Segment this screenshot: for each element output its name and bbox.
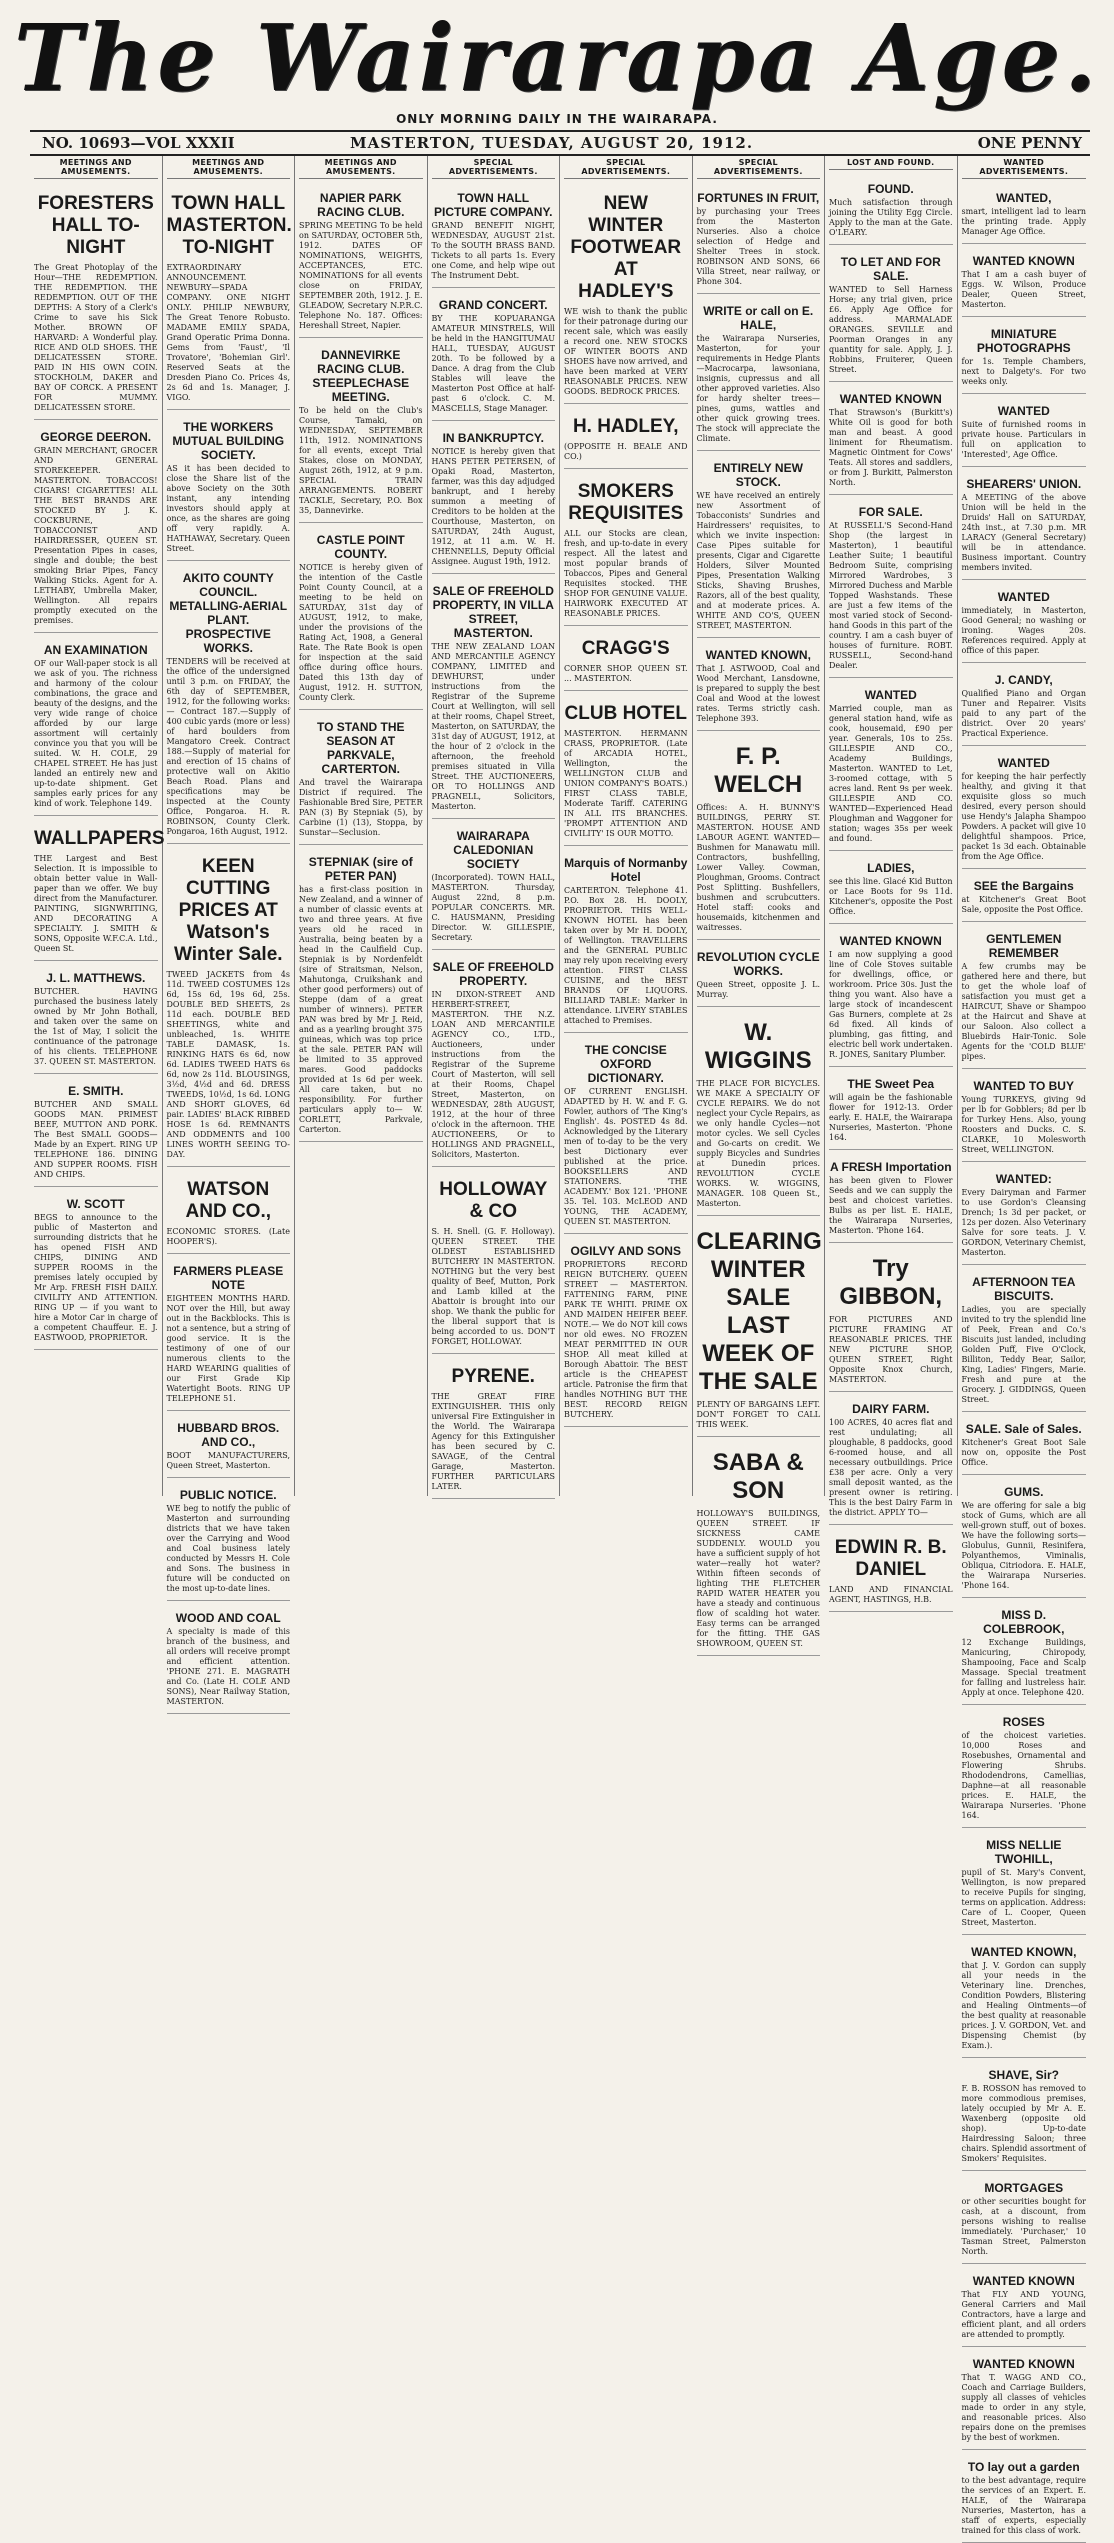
- ad-heading: ENTIRELY NEW STOCK.: [713, 461, 803, 489]
- ad-body: WE have received an entirely new Assortment of Tobacconists' Sundries and Hairdressers' requisites, to which we invite inspection: Case Pipes suitable for presents, Cigar and Cigarette Holders, Silver Mounted Pipes, Presentation Walking Sticks, Shaving Brushes, Razors, all of the best quality, and at moderate prices. A. WHITE AND CO'S, QUEEN STREET, MASTERTON.: [696, 491, 820, 630]
- ad-body: To be held on the Club's Course, Tamaki, on WEDNESDAY, SEPTEMBER 11th, 1912. NOMINATIONS for all events, except Trial Stakes, close on MONDAY, August 26th, 1912, at 9 p.m. SPECIAL TRAIN ARRANGEMENTS. ROBERT TACKLE, Secretary, P.O. Box 35, Dannevirke.: [299, 406, 423, 515]
- ad-heading: F. P. WELCH: [714, 743, 803, 798]
- advertisement: [432, 1358, 556, 1499]
- ad-body: Suite of furnished rooms in private house. Particulars in full on application to 'Interested', Age Office.: [961, 420, 1086, 459]
- ad-body: PLENTY OF BARGAINS LEFT. DON'T FORGET TO CALL THIS WEEK.: [696, 1400, 820, 1429]
- advertisement: [962, 926, 1087, 1069]
- ad-heading: NAPIER PARK RACING CLUB.: [317, 191, 405, 219]
- ad-body: that J. V. Gordon can supply all your needs in the Veterinary line. Drenches, Condition Powders, Blistering and Healing Ointments—of the best quality at reasonable prices. J. V. GORDON, Vet. and Dispensing Chemist (by Exam.).: [961, 1961, 1086, 2050]
- advertisement: [962, 2454, 1087, 2543]
- column: [30, 156, 163, 1496]
- ad-body: Queen Street, opposite J. L. Murray.: [696, 980, 820, 999]
- column-header: SPECIAL ADVERTISEMENTS.: [432, 156, 556, 179]
- advertisement: [829, 1529, 953, 1612]
- ad-heading: WANTED TO BUY: [973, 1079, 1074, 1093]
- ad-heading: TOWN HALL MASTERTON. TO-NIGHT: [166, 193, 292, 258]
- ad-body: SPRING MEETING To be held on SATURDAY, OCTOBER 5th, 1912. DATES OF NOMINATIONS, WEIGHTS, ACCEPTANCES, ETC. NOMINATIONS for all events close on FRIDAY, SEPTEMBER 20th, 1912. J. E. GLEADOW, Secretary N.P.R.C. Telephone No. 187. Offices: Hereshall Street, Napier.: [299, 221, 423, 330]
- ad-heading: DANNEVIRKE RACING CLUB. STEEPLECHASE MEETING.: [312, 348, 410, 404]
- ad-heading: MORTGAGES: [984, 2181, 1064, 2195]
- ad-heading: W. WIGGINS: [704, 1019, 812, 1074]
- ad-heading: TO LET AND FOR SALE.: [840, 255, 941, 283]
- columns: [30, 156, 1090, 2535]
- ad-body: CORNER SHOP. QUEEN ST. ... MASTERTON.: [564, 664, 688, 683]
- ad-heading: EDWIN R. B. DANIEL: [834, 1537, 947, 1580]
- ad-body: And travel the Wairarapa District if required. The Fashionable Bred Sire, PETER PAN (3) By Stepniak (5), by Carbine (1) (13), Stoppa, by Sunstar—Seclusion.: [299, 778, 423, 837]
- advertisement: [962, 1166, 1087, 1265]
- ad-heading: WOOD AND COAL: [175, 1611, 281, 1625]
- advertisement: [829, 855, 953, 924]
- ad-body: S. H. Snell. (G. F. Holloway). QUEEN STREET. THE OLDEST ESTABLISHED BUTCHERY IN MASTERTON. NOTHING but the very best quality of Beef, Mutton, Pork and Lamb killed at the Abattoir is brought into our shop. We thank the public for the liberal support that is being accorded to us. DON'T FORGET, HOLLOWAY.: [431, 1227, 555, 1346]
- dateline-bar: [30, 130, 1090, 156]
- ad-heading: AFTERNOON TEA BISCUITS.: [972, 1275, 1076, 1303]
- ad-heading: TO lay out a garden: [967, 2460, 1080, 2474]
- ad-body: has been given to Flower Seeds and we can supply the best and choicest varieties. Bulbs as per list. E. HALE, the Wairarapa Nurseries, Masterton. 'Phone 164.: [829, 1176, 953, 1235]
- ad-body: Every Dairyman and Farmer to use Gordon's Cleansing Drench; 1s 3d per packet, or 12s per dozen. Also Veterinary Salve for sore teats. J. V. GORDON, Veterinary Chemist, Masterton.: [961, 1188, 1086, 1257]
- advertisement: [34, 424, 158, 633]
- advertisement: [829, 1396, 953, 1525]
- ad-body: The Great Photoplay of the Hour—THE REDEMPTION. THE REDEMPTION. THE REDEMPTION. OUT OF THE DEPTHS: A Story of a Clerk's Crime to save his Sick Mother. BROWN OF HARVARD: A Wonderful play. RICE AND OLD SHOES. THE DELICATESSEN STORE. PAID IN HIS OWN COIN. STOCKHOLM, DAKER and BAY OF CORCK. A PRESENT FOR MUMMY. DELICATESSEN STORE.: [34, 263, 158, 412]
- ad-body: the Wairarapa Nurseries, Masterton, for your requirements in Hedge Plants—Macrocarpa, lawsoniana, insignis, cupressus and all other approved varieties. Also for hardy shelter trees—pines, gums, wattles and other quick growing trees. The stock will appreciate the Climate.: [696, 334, 820, 443]
- advertisement: [962, 398, 1087, 467]
- ad-heading: W. SCOTT: [66, 1197, 125, 1211]
- ad-body: WANTED to Sell Harness Horse; any trial given, price £6. Apply Age Office for address. MARMALADE ORANGES. SEVILLE and Poorman Oranges in any quantity for sale. Apply, J. J. Robbins, Fruiterer, Queen Street.: [829, 285, 953, 374]
- advertisement: [432, 425, 556, 574]
- ad-heading: MISS NELLIE TWOHILL,: [986, 1838, 1062, 1866]
- ad-body: That FLY AND YOUNG, General Carriers and Mail Contractors, have a large and efficient plant, and all orders are attended to promptly.: [961, 2290, 1086, 2339]
- column: [560, 156, 693, 1496]
- ad-heading: FARMERS PLEASE NOTE: [173, 1264, 284, 1292]
- advertisement: [962, 750, 1087, 869]
- column: [825, 156, 958, 1604]
- ad-body: BUTCHER. HAVING purchased the business lately owned by Mr John Bothall, and taken over the same on the 1st of May, I solicit the continuance of the patronage of his clients. TELEPHONE 37. QUEEN ST. MASTERTON.: [34, 987, 158, 1066]
- advertisement: [167, 848, 291, 1167]
- issue-price: ONE PENNY: [977, 134, 1082, 152]
- ad-body: or other securities bought for cash, at a discount, from persons wishing to realise immediately. 'Purchaser,' 10 Tasman Street, Palmerston North.: [961, 2197, 1086, 2256]
- ad-body: THE PLACE FOR BICYCLES. WE MAKE A SPECIALTY OF CYCLE REPAIRS. We do not neglect your Cycle Repairs, as we only handle Cycles—not motor cycles. We sell Cycles and Go-carts on credit. We supply Bicycles and Sundries at Dunedin prices. REVOLUTION CYCLE WORKS. W. WIGGINS, MANAGER. 108 Queen St., Masterton.: [696, 1079, 820, 1208]
- ad-heading: SALE. Sale of Sales.: [965, 1422, 1082, 1436]
- advertisement: [564, 408, 688, 469]
- advertisement: [829, 682, 953, 851]
- advertisement: [34, 820, 165, 961]
- column-header: WANTED ADVERTISEMENTS.: [962, 156, 1087, 179]
- ad-body: PROPRIETORS RECORD REIGN BUTCHERY. QUEEN STREET — MASTERTON. FATTENING FARM, PINE PARK TE WHITI. PRIME OX AND MAIDEN HEIFER BEEF. NOTE.— We do NOT kill cows nor old ewes. NO FROZEN MEAT PERMITTED IN OUR SHOP. All meat killed at Borough Abattoir. The BEST article is the CHEAPEST article. Patronise the firm that handles NOTHING BUT THE BEST. RECORD REIGN BUTCHERY.: [564, 1260, 688, 1419]
- ad-body: Married couple, man as general station hand, wife as cook, housemaid, £90 per year. Generals, 10s to 25s. GILLESPIE AND CO., Academy Buildings, Masterton. WANTED to Let, 3-roomed cottage, with 5 acres land. Rent 9s per week. GILLESPIE AND CO. WANTED—Experienced Head Ploughman and Waggoner for station; wages 35s per week and found.: [829, 704, 953, 843]
- ad-body: THE Largest and Best Selection. It is impossible to obtain better value in Wall-paper than we offer. We buy direct from the Manufacturer. PAINTING, SIGNWRITING, AND DECORATING A SPECIALTY. J. SMITH & SONS, Opposite W.F.C.A. Ltd., Queen St.: [34, 854, 158, 953]
- ad-heading: FOR SALE.: [858, 505, 923, 519]
- ad-body: (Incorporated). TOWN HALL, MASTERTON. Thursday, August 22nd, 8 p.m. POPULAR CONCERTS. MR. C. HAUSMANN, Presiding Director. W. GILLESPIE, Secretary.: [431, 873, 555, 942]
- ad-heading: J. CANDY,: [994, 673, 1053, 687]
- ad-body: EIGHTEEN MONTHS HARD. NOT over the Hill, but away out in the Backblocks. This is not a sentence, but a string of good service. It is the testimony of one of our numerous clients to the HARD WEARING qualities of our First Grade Kip Watertight Boots. RING UP TELEPHONE 51.: [166, 1294, 290, 1403]
- ad-heading: WATSON AND CO.,: [185, 1179, 271, 1222]
- advertisement: [432, 823, 556, 950]
- advertisement: [697, 944, 821, 1007]
- advertisement: [167, 565, 291, 844]
- ad-heading: CLEARING WINTER SALE LAST WEEK OF THE SALE: [696, 1228, 822, 1395]
- advertisement: [564, 473, 688, 626]
- ad-body: A specialty is made of this branch of the business, and all orders will receive prompt and efficient attention. 'PHONE 271. E. MAGRATH and Co. (Late H. COLE AND SONS), Near Railway Station, MASTERTON.: [166, 1627, 290, 1706]
- ad-heading: GUMS.: [1004, 1485, 1044, 1499]
- ad-body: That T. WAGG AND CO., Coach and Carriage Builders, supply all classes of vehicles made to order in any style, and reasonable prices. Also repairs done on the premises by the best of workmen.: [961, 2373, 1086, 2442]
- advertisement: [299, 849, 423, 1142]
- advertisement: [962, 1416, 1087, 1475]
- ad-body: At RUSSELL'S Second-Hand Shop (the largest in Masterton), 1 beautiful Leather Suite; 1 beautiful Bedroom Suite, comprising Mirrored Wardrobes, 3 Mirrored Duchess and Marble Topped Washstands. These are just a few items of the most varied stock of Second-hand Goods in this part of the country. I am a cash buyer of houses of furniture. ROBT. RUSSELL, Second-hand Dealer.: [829, 521, 953, 670]
- advertisement: [432, 292, 556, 421]
- advertisement: [432, 1171, 556, 1354]
- ad-heading: WRITE or call on E. HALE,: [703, 304, 814, 332]
- ad-body: for keeping the hair perfectly healthy, and giving it that exquisite gloss so much desired, every person should use Hendy's Jalapha Shampoo Powders. A packet will give 10 delightful shampoos. Price, packet 1s 3d each. Obtainable from the Age Office.: [961, 772, 1086, 861]
- column-header: LOST AND FOUND.: [829, 156, 953, 170]
- ad-heading: WANTED KNOWN: [972, 2274, 1075, 2288]
- ad-body: for 1s. Temple Chambers, next to Dalgety's. For two weeks only.: [961, 357, 1086, 386]
- ad-body: at Kitchener's Great Boot Sale, opposite the Post Office.: [961, 895, 1086, 914]
- ad-body: has a first-class position in New Zealand, and a winner of a number of classic events at two and three years. At five years old he raced in Australia, being beaten by a head in the Caulfield Cup. Stepniak is by Nordenfeldt (sire of Straitsman, Nelson, Mahutonga, Cruikshank and other good performers) out of Steppe (dam of a great number of winners). PETER PAN was bred by Mr J. Reid, and as a yearling brought 375 guineas, which was top price at the sale. PETER PAN will be limited to 35 approved mares. Good paddocks provided at 1s 6d per week. All care taken, but no responsibility. For further particulars apply to— W. CORLETT, Parkvale, Carterton.: [299, 885, 423, 1134]
- ad-body: (OPPOSITE H. BEALE AND CO.): [564, 442, 688, 461]
- advertisement: [167, 414, 291, 561]
- advertisement: [697, 735, 821, 940]
- advertisement: [962, 321, 1087, 394]
- ad-heading: CLUB HOTEL: [564, 703, 687, 724]
- ad-heading: GEORGE DEERON.: [40, 430, 152, 444]
- advertisement: [432, 185, 556, 288]
- ad-heading: HOLLOWAY & CO: [439, 1179, 548, 1222]
- advertisement: [962, 1939, 1087, 2058]
- advertisement: [829, 1071, 953, 1150]
- ad-heading: HUBBARD BROS. AND CO.,: [177, 1421, 280, 1449]
- ad-heading: SHAVE, Sir?: [988, 2068, 1059, 2082]
- ad-heading: E. SMITH.: [68, 1084, 124, 1098]
- ad-body: TENDERS will be received at the office of the undersigned until 3 p.m. on FRIDAY, the 6th day of SEPTEMBER, 1912, for the following works:— Contract 187.—Supply of 400 cubic yards (more or less) of hard boulders from Mangatoro Creek. Contract 188.—Supply of material for and erection of 15 chains of protective wall on Akitio Beach Road. Plans and specifications may be inspected at the County Office, Pongaroa. H. R. ROBINSON, County Clerk. Pongaroa, 16th August, 1912.: [166, 657, 290, 836]
- advertisement: [432, 954, 556, 1167]
- advertisement: [962, 2351, 1087, 2450]
- advertisement: [962, 1832, 1087, 1935]
- ad-body: by purchasing your Trees from the Masterton Nurseries. Also a choice selection of Hedge and Shelter Trees in stock. ROBINSON AND SONS, 66 Villa Street, near railway, or Phone 304.: [696, 207, 820, 286]
- advertisement: [962, 2268, 1087, 2347]
- ad-heading: FORESTERS HALL TO-NIGHT: [37, 193, 154, 258]
- ad-heading: KEEN CUTTING PRICES AT Watson's Winter Sale.: [173, 856, 283, 965]
- ad-heading: CASTLE POINT COUNTY.: [316, 533, 405, 561]
- ad-heading: THE CONCISE OXFORD DICTIONARY.: [584, 1043, 667, 1085]
- advertisement: [299, 714, 423, 845]
- advertisement: [299, 527, 423, 710]
- ad-heading: WANTED,: [996, 191, 1052, 205]
- ad-heading: H. HADLEY,: [572, 416, 679, 437]
- ad-heading: SALE OF FREEHOLD PROPERTY, IN VILLA STREET, MASTERTON.: [432, 584, 554, 640]
- ad-heading: WANTED: [997, 590, 1050, 604]
- ad-body: pupil of St. Mary's Convent, Wellington, is now prepared to receive Pupils for singing, terms on application. Address: Care of L. Cooper, Queen Street, Masterton.: [961, 1868, 1086, 1927]
- ad-heading: FOUND.: [867, 182, 914, 196]
- ad-heading: WANTED KNOWN,: [971, 1945, 1077, 1959]
- ad-body: see this line. Glacé Kid Button or Lace Boots for 9s 11d. Kitchener's, opposite the Post Office.: [829, 877, 953, 916]
- column-header: SPECIAL ADVERTISEMENTS.: [697, 156, 821, 179]
- ad-heading: WALLPAPERS: [34, 828, 165, 849]
- advertisement: [962, 667, 1087, 746]
- ad-heading: CRAGG'S: [581, 638, 670, 659]
- ad-body: CARTERTON. Telephone 41. P.O. Box 28. H. DOOLY, PROPRIETOR. THIS WELL-KNOWN HOTEL has been taken over by Mr H. DOOLY, of Wellington. TRAVELLERS and the GENERAL PUBLIC may rely upon receiving every attention. FIRST CLASS CUISINE, and the BEST BRANDS OF LIQUORS. BILLIARD TABLE: Marker in attendance. LIVERY STABLES attached to Premises.: [564, 886, 688, 1025]
- ad-heading: AKITO COUNTY COUNCIL. METALLING-AERIAL PLANT. PROSPECTIVE WORKS.: [169, 571, 288, 655]
- ad-heading: WANTED KNOWN: [972, 254, 1075, 268]
- ad-body: That I am a cash buyer of Eggs. W. Wilson, Produce Dealer, Queen Street, Masterton.: [961, 270, 1086, 309]
- advertisement: [962, 1269, 1087, 1412]
- ad-body: LAND AND FINANCIAL AGENT, HASTINGS, H.B.: [829, 1585, 953, 1604]
- ad-heading: SEE the Bargains: [973, 879, 1074, 893]
- advertisement: [34, 185, 158, 420]
- advertisement: [167, 1415, 291, 1478]
- advertisement: [564, 850, 688, 1033]
- advertisement: [962, 248, 1087, 317]
- advertisement: [697, 1220, 821, 1437]
- ad-body: immediately, in Masterton, Good General; no washing or ironing. Wages 20s. References required. Apply at office of this paper.: [961, 606, 1086, 655]
- ad-body: 12 Exchange Buildings, Manicuring, Chiropody, Shampooing, Face and Scalp Massage. Special treatment for falling and lustreless hair. Apply at once. Telephone 420.: [961, 1638, 1086, 1697]
- ad-body: will again be the fashionable flower for 1912-13. Order early. E. HALE, the Wairarapa Nurseries, Masterton. 'Phone 164.: [829, 1093, 953, 1142]
- advertisement: [829, 1247, 953, 1392]
- ad-heading: TO STAND THE SEASON AT PARKVALE, CARTERTON.: [316, 720, 405, 776]
- ad-heading: STEPNIAK (sire of PETER PAN): [308, 855, 413, 883]
- ad-heading: THE WORKERS MUTUAL BUILDING SOCIETY.: [172, 420, 285, 462]
- column: [163, 156, 296, 1706]
- ad-heading: WANTED KNOWN: [839, 392, 942, 406]
- advertisement: [697, 1011, 821, 1216]
- advertisement: [829, 249, 953, 382]
- advertisement: [34, 1191, 158, 1350]
- ad-body: AS it has been decided to close the Share list of the above Society on the 30th instant, any intending investors should apply at once, as the shares are going off very rapidly. A. HATHAWAY, Secretary. Queen Street.: [166, 464, 290, 553]
- column: [693, 156, 826, 1648]
- ad-body: THE NEW ZEALAND LOAN AND MERCANTILE AGENCY COMPANY, LIMITED and DEWHURST, under instructions from the Registrar of the Supreme Court at Wellington, will sell at their rooms, Chapel Street, Masterton, on SATURDAY, the 31st day of AUGUST, 1912, at the hour of 2 o'clock in the afternoon, the freehold premises situated in Villa Street. THE AUCTIONEERS, OR TO HOLLINGS AND PRAGNELL, Solicitors, Masterton.: [431, 642, 555, 811]
- advertisement: [697, 642, 821, 731]
- ad-body: Qualified Piano and Organ Tuner and Repairer. Visits paid to any part of the district. Over 20 years' Practical Experience.: [961, 689, 1086, 738]
- ad-body: GRAIN MERCHANT, GROCER AND GENERAL STOREKEEPER. MASTERTON. TOBACCOS! CIGARS! CIGARETTES! ALL THE BEST BRANDS ARE STOCKED BY J. K. COCKBURNE, TOBACCONIST AND HAIRDRESSER, QUEEN ST. Presentation Pipes in cases, single and double; the best smoking Briar Pipes, Fancy Walking Sticks. Agent for A. LETHABY, Umbrella Maker, Wellington. All repairs promptly executed on the premises.: [34, 446, 158, 625]
- ad-heading: GENTLEMEN REMEMBER: [986, 932, 1062, 960]
- ad-heading: WANTED KNOWN: [839, 934, 942, 948]
- advertisement: [564, 185, 688, 404]
- ad-heading: WANTED: [997, 756, 1050, 770]
- ad-heading: Try GIBBON,: [839, 1255, 943, 1310]
- ad-heading: WANTED:: [995, 1172, 1052, 1186]
- ad-body: ALL our Stocks are clean, fresh, and up-to-date in every respect. All the latest and most popular brands of Tobaccos, Pipes and General Requisites stocked. THE SHOP FOR GENUINE VALUE. HAIRWORK EXECUTED AT REASONABLE PRICES.: [564, 529, 688, 618]
- ad-heading: Marquis of Normanby Hotel: [564, 856, 688, 884]
- ad-body: Young TURKEYS, giving 9d per lb for Gobblers; 8d per lb for Turkey Hens. Also, young Roosters and Ducks. C. S. CLARKE, 10 Molesworth Street, WELLINGTON.: [961, 1095, 1086, 1154]
- ad-body: FOR PICTURES AND PICTURE FRAMING AT REASONABLE PRICES. THE NEW PICTURE SHOP, QUEEN STREET, Right Opposite Knox Church, MASTERTON.: [829, 1315, 953, 1384]
- advertisement: [962, 471, 1087, 580]
- ad-body: WE wish to thank the public for their patronage during our recent sale, which was easily a record one. NEW STOCKS OF WINTER BOOTS AND SHOES have now arrived, and have been marked at VERY REASONABLE PRICES. NEW GOODS. BEDROCK PRICES.: [564, 307, 688, 396]
- advertisement: [962, 1602, 1087, 1705]
- ad-heading: WAIRARAPA CALEDONIAN SOCIETY: [453, 829, 534, 871]
- ad-body: I am now supplying a good line of Cole Stoves suitable for dwellings, office, or workroom. Price 30s. Just the thing you want. Also have a large stock of incandescent Gas Burners, complete at 2s 6d fixed. All kinds of plumbing, gas fitting, and electric bell work undertaken. R. JONES, Sanitary Plumber.: [829, 950, 953, 1059]
- issue-number: NO. 10693—VOL XXXII: [42, 134, 235, 152]
- ad-heading: SHEARERS' UNION.: [966, 477, 1082, 491]
- ad-heading: THE Sweet Pea: [847, 1077, 935, 1091]
- ad-body: F. B. ROSSON has removed to more commodious premises, lately occupied by Mr A. E. Waxenberg (opposite old shop). Up-to-date Hairdressing Saloon; three chairs. Splendid assortment of Smokers' Requisites.: [961, 2084, 1086, 2163]
- ad-heading: WANTED KNOWN: [972, 2357, 1075, 2371]
- ad-body: GRAND BENEFIT NIGHT, WEDNESDAY, AUGUST 21st. To the SOUTH BRASS BAND. Tickets to all parts 1s. Every one Come, and help wipe out The Instrument Debt.: [431, 221, 555, 280]
- ad-body: NOTICE is hereby given of the intention of the Castle Point County Council, at a meeting to be held on SATURDAY, 31st day of AUGUST, 1912, to make, under the provisions of the Rating Act, 1908, a General Rate. The Rate Book is open for inspection at the said office during office hours. Dated this 13th day of August, 1912. H. SUTTON, County Clerk.: [299, 563, 423, 702]
- advertisement: [697, 455, 821, 638]
- advertisement: [962, 185, 1087, 244]
- ad-body: That Strawson's (Burkitt's) White Oil is good for both man and beast. A good liniment for Rheumatism. Magnetic Ointment for Cows' Teats. All stores and saddlers, or from J. Burkitt, Palmerston North.: [829, 408, 953, 487]
- advertisement: [962, 1479, 1087, 1598]
- advertisement: [34, 1078, 158, 1187]
- advertisement: [697, 298, 821, 451]
- ad-body: THE GREAT FIRE EXTINGUISHER. THIS only universal Fire Extinguisher in the World. The Wairarapa Agency for this Extinguisher has been secured by C. SAVAGE, of the Central Garage, Masterton. FURTHER PARTICULARS LATER.: [431, 1392, 555, 1491]
- ad-body: OF our Wall-paper stock is all we ask of you. The richness and harmony of the colour combinations, the grace and beauty of the designs, and the very wide range of choice afforded by our large assortment will certainly convince you that you will be suited. W. H. COLE, 29 CHAPEL STREET. He has just landed an entirely new and up-to-date shipment. Get samples early prices for any kind of work. Telephone 149.: [34, 659, 158, 808]
- ad-heading: LADIES,: [867, 861, 915, 875]
- ad-heading: TOWN HALL PICTURE COMPANY.: [434, 191, 553, 219]
- ad-heading: MINIATURE PHOTOGRAPHS: [976, 327, 1071, 355]
- ad-heading: SALE OF FREEHOLD PROPERTY.: [432, 960, 554, 988]
- advertisement: [167, 1482, 291, 1601]
- column-header: MEETINGS AND AMUSEMENTS.: [299, 156, 423, 179]
- advertisement: [299, 185, 423, 338]
- advertisement: [697, 185, 821, 294]
- advertisement: [829, 928, 953, 1067]
- ad-heading: PYRENE.: [451, 1366, 535, 1387]
- ad-body: IN DIXON-STREET AND HERBERT-STREET, MASTERTON. THE N.Z. LOAN AND MERCANTILE AGENCY CO., LTD., Auctioneers, under instructions from the Registrar of the Supreme Court of Masterton, will sell at their Rooms, Chapel Street, Masterton, on WEDNESDAY, 28th AUGUST, 1912, at the hour of three o'clock in the afternoon. THE AUCTIONEERS, Or to HOLLINGS AND PRAGNELL, Solicitors, Masterton.: [431, 990, 555, 1159]
- issue-date: MASTERTON, TUESDAY, AUGUST 20, 1912.: [350, 134, 754, 152]
- column-header: MEETINGS AND AMUSEMENTS.: [167, 156, 291, 179]
- ad-heading: SMOKERS REQUISITES: [568, 481, 684, 524]
- ad-body: OF CURRENT ENGLISH. ADAPTED by H. W. and F. G. Fowler, authors of 'The King's English'. 4s. POSTED 4s 8d. Acknowledged by the Literary men of to-day to be the very best Dictionary ever published at the price. BOOKSELLERS AND STATIONERS. 'THE ACADEMY.' Box 121. 'PHONE 35. Tel. 103. McLEOD AND YOUNG, THE ACADEMY, QUEEN ST. MASTERTON.: [564, 1087, 688, 1226]
- column: [295, 156, 428, 1496]
- ad-body: A few crumbs may be gathered here and there, but to get the whole loaf of satisfaction you must get a HAIRCUT, Shave or Shampoo at the Haircut and Shave at our Saloon. Also collect a Bluebirds Hair-Tonic. Sole Agents for the 'COLD BLUE' pipes.: [961, 962, 1086, 1061]
- column: [958, 156, 1091, 2535]
- advertisement: [829, 386, 953, 495]
- ad-body: Offices: A. H. BUNNY'S BUILDINGS, PERRY ST. MASTERTON. HOUSE AND LABOUR AGENT. WANTED— Bushmen for Manawatu mill. Contractors, bushfelling, Lower Valley. Cowman, Ploughman, Grooms. Contract Post Splitting. Bushfellers, bushmen and scrubcutters. Hotel staff: cooks and housemaids, kitchenmen and waitresses.: [696, 803, 820, 932]
- ad-body: That J. ASTWOOD, Coal and Wood Merchant, Lansdowne, is prepared to supply the best Coal and Wood at the lowest rates. Terms strictly cash. Telephone 393.: [696, 664, 820, 723]
- tagline: ONLY MORNING DAILY IN THE WAIRARAPA.: [396, 112, 718, 126]
- ad-heading: A FRESH Importation: [829, 1160, 952, 1174]
- ad-heading: J. L. MATTHEWS.: [46, 971, 146, 985]
- advertisement: [829, 176, 953, 245]
- ad-body: of the choicest varieties. 10,000 Roses and Rosebushes, Ornamental and Flowering Shrubs. Rhododendrons, Camellias, Daphne—at all reasonable prices. E. HALE, the Wairarapa Nurseries. 'Phone 164.: [961, 1731, 1086, 1820]
- ad-heading: IN BANKRUPTCY.: [442, 431, 544, 445]
- advertisement: [167, 1605, 291, 1714]
- advertisement: [962, 1073, 1087, 1162]
- advertisement: [564, 1238, 688, 1427]
- ad-body: TWEED JACKETS from 4s 11d. TWEED COSTUMES 12s 6d, 15s 6d, 19s 6d, 25s. DOUBLE BED SHEETS, 2s 11d each. DOUBLE BED SHEETINGS, white and unbleached, 1s. WHITE TABLE DAMASK, 1s. RINKING HATS 6s 6d, now 6d. LADIES TWEED HATS 6s 6d, now 2s 11d. BLOUSINGS, 3½d, 4½d and 6d. DRESS TWEEDS, 10½d, 1s 6d. LONG AND SHORT GLOVES, 6d pair. LADIES' BLACK RIBBED HOSE 1s 6d. REMNANTS AND ODDMENTS and 100 LINES WORTH SEEING TO-DAY.: [166, 970, 290, 1159]
- ad-body: Ladies, you are specially invited to try the splendid line of Peek, Frean and Co.'s Biscuits just landed, including Golden Puff, Five O'Clock, Billiton, Teddy Bear, Sailor, King, Ladies' Fingers, Marie. Fresh and pure at the Grocery. J. GIDDINGS, Queen Street.: [961, 1305, 1086, 1404]
- advertisement: [34, 965, 158, 1074]
- advertisement: [829, 1154, 953, 1243]
- ad-heading: OGILVY AND SONS: [570, 1244, 681, 1258]
- ad-body: WE beg to notify the public of Masterton and surrounding districts that we have taken over the Carrying and Wood and Coal business lately conducted by Messrs H. Cole and Sons. The business in future will be conducted on the most up-to-date lines.: [166, 1504, 290, 1593]
- advertisement: [167, 1171, 291, 1254]
- advertisement: [34, 637, 158, 816]
- advertisement: [564, 630, 688, 691]
- advertisement: [962, 2175, 1087, 2264]
- ad-heading: FORTUNES IN FRUIT,: [697, 191, 820, 205]
- ad-heading: GRAND CONCERT.: [438, 298, 548, 312]
- column-header: SPECIAL ADVERTISEMENTS.: [564, 156, 688, 179]
- advertisement: [432, 578, 556, 819]
- ad-heading: PUBLIC NOTICE.: [179, 1488, 277, 1502]
- column: [428, 156, 561, 1496]
- ad-heading: REVOLUTION CYCLE WORKS.: [696, 950, 820, 978]
- ad-heading: WANTED: [864, 688, 917, 702]
- ad-body: A MEETING of the above Union will be held in the Druids' Hall on SATURDAY, 24th inst., at 7.30 p.m. MR LARACY (General Secretary) will be in attendance. Business important. Country members invited.: [961, 493, 1086, 572]
- masthead-title: The Wairarapa Age.: [13, 4, 1101, 112]
- advertisement: [962, 584, 1087, 663]
- ad-body: Much satisfaction through joining the Utility Egg Circle. Apply to the man at the Gate. O'LEARY.: [829, 198, 953, 237]
- advertisement: [167, 185, 291, 410]
- advertisement: [962, 2062, 1087, 2171]
- ad-body: BUTCHER AND SMALL GOODS MAN. PRIMEST BEEF, MUTTON AND PORK. The Best SMALL GOODS—Made by an Expert. RING UP TELEPHONE 186. DINING AND SUPPER ROOMS. FISH AND CHIPS.: [34, 1100, 158, 1179]
- advertisement: [962, 873, 1087, 922]
- ad-body: EXTRAORDINARY ANNOUNCEMENT. NEWBURY—SPADA COMPANY. ONE NIGHT ONLY. PHILIP NEWBURY, The Great Tenore Robusto. MADAME EMILY SPADA, Grand Operatic Prima Donna. Gems from 'Faust', 'Il Trovatore', 'Bohemian Girl'. Reserved Seats at the Dresden Piano Co. Prices 4s, 2s 6d and 1s. Manager, J. VIGO.: [166, 263, 290, 402]
- advertisement: [564, 695, 688, 846]
- ad-body: BEGS to announce to the public of Masterton and surrounding districts that he has opened FISH AND CHIPS, DINING AND SUPPER ROOMS in the premises lately occupied by Mr Arp. FRESH FISH DAILY. CIVILITY AND ATTENTION. RING UP — if you want to hire a Motor Car in charge of a competent Chauffeur. E. J. EASTWOOD, PROPRIETOR.: [34, 1213, 158, 1342]
- ad-body: BY THE KOPUARANGA AMATEUR MINSTRELS, Will be held in the HANGITUMAU HALL, TUESDAY, AUGUST 20th. To be followed by a Dance. A drag from the Club Stables will leave the Masterton Post Office at half-past 6 o'clock. C. M. MASCELLS, Stage Manager.: [431, 314, 555, 413]
- ad-body: BOOT MANUFACTURERS, Queen Street, Masterton.: [166, 1451, 290, 1470]
- advertisement: [829, 499, 953, 678]
- advertisement: [167, 1258, 291, 1411]
- ad-heading: MISS D. COLEBROOK,: [983, 1608, 1065, 1636]
- advertisement: [962, 1709, 1087, 1828]
- ad-heading: WANTED KNOWN,: [705, 648, 811, 662]
- advertisement: [299, 342, 423, 523]
- ad-body: Kitchener's Great Boot Sale now on, opposite the Post Office.: [961, 1438, 1086, 1467]
- ad-body: HOLLOWAY'S BUILDINGS, QUEEN STREET. IF SICKNESS CAME SUDDENLY. WOULD you have a sufficient supply of hot water—really hot water? Within fifteen seconds of lighting THE FLETCHER RAPID WATER HEATER you have a steady and continuous flow of scalding hot water. Easy terms can be arranged for the fitting. THE GAS SHOWROOM, QUEEN ST.: [696, 1509, 820, 1648]
- advertisement: [697, 1441, 821, 1656]
- ad-body: NOTICE is hereby given that HANS PETER PETERSEN, of Opaki Road, Masterton, farmer, was this day adjudged bankrupt, and I hereby summon a meeting of Creditors to be holden at the Courthouse, Masterton, on SATURDAY, 24th August, 1912, at 11 a.m. W. H. CHENNELLS, Deputy Official Assignee. August 19th, 1912.: [431, 447, 555, 566]
- ad-body: to the best advantage, require the services of an Expert. E. HALE, of the Wairarapa Nurseries, Masterton, has a staff of experts, especially trained for this class of work.: [961, 2476, 1086, 2535]
- ad-heading: WANTED: [997, 404, 1050, 418]
- ad-heading: AN EXAMINATION: [43, 643, 148, 657]
- column-header: MEETINGS AND AMUSEMENTS.: [34, 156, 158, 179]
- ad-body: smart, intelligent lad to learn the printing trade. Apply Manager Age Office.: [961, 207, 1086, 236]
- ad-heading: ROSES: [1002, 1715, 1045, 1729]
- ad-body: 100 ACRES, 40 acres flat and rest undulating; all ploughable, 8 paddocks, good 6-roomed house, and all necessary outbuildings. Price £38 per acre. Only a very small deposit wanted, as the present owner is retiring. This is the best Dairy Farm in the district. APPLY TO—: [829, 1418, 953, 1517]
- ad-heading: DAIRY FARM.: [852, 1402, 930, 1416]
- ad-heading: NEW WINTER FOOTWEAR AT HADLEY'S: [570, 193, 682, 302]
- ad-heading: SABA & SON: [712, 1449, 804, 1504]
- ad-body: MASTERTON. HERMANN CRASS, PROPRIETOR. (Late of ARCADIA HOTEL, Wellington, the WELLINGTON CLUB and UNION COMPANY'S BOATS.) FIRST CLASS TABLE, Moderate Tariff. CATERING IN ALL ITS BRANCHES. 'PROMPT ATTENTION AND CIVILITY' IS OUR MOTTO.: [564, 729, 688, 838]
- advertisement: [564, 1037, 688, 1234]
- masthead: [0, 4, 1114, 112]
- ad-body: ECONOMIC STORES. (Late HOOPER'S).: [166, 1227, 290, 1246]
- ad-body: We are offering for sale a big stock of Gums, which are all well-grown stuff, out of boxes. We have the following sorts—Globulus, Gunnii, Resinifera, Polyanthemos, Viminalis, Obliqua, Citriodora. E. HALE, the Wairarapa Nurseries. 'Phone 164.: [961, 1501, 1086, 1590]
